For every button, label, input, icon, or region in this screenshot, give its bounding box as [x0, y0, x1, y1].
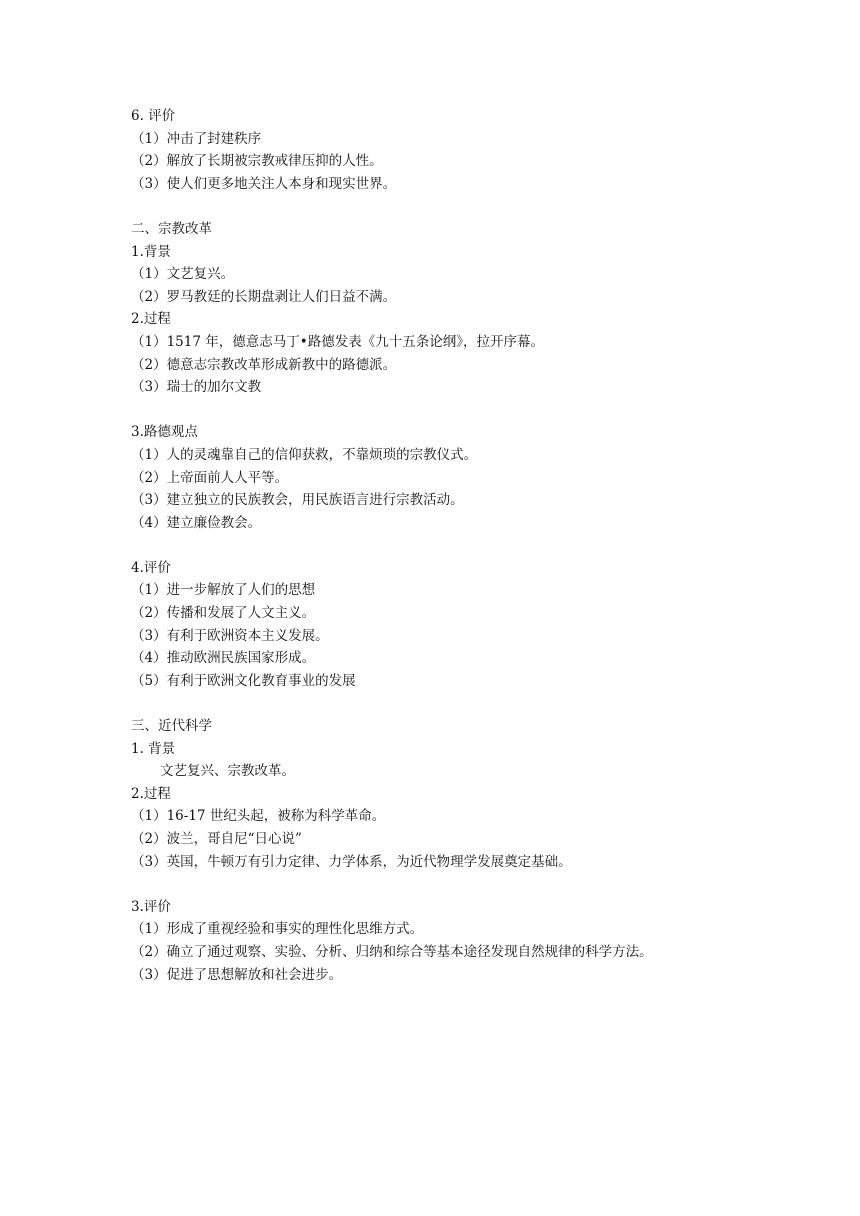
- document-section: [131, 557, 771, 693]
- list-item: （1）进一步解放了人们的思想: [131, 582, 316, 599]
- document-section: [131, 218, 771, 399]
- document-section: [131, 105, 771, 195]
- list-item: （3）促进了思想解放和社会进步。: [131, 966, 343, 983]
- subsection-heading: 1. 背景: [131, 740, 176, 757]
- subsection-heading: 6. 评价: [131, 108, 176, 124]
- list-item: （1）冲击了封建秩序: [131, 130, 262, 147]
- section-spacer: [131, 534, 771, 557]
- list-item: （3）瑞士的加尔文教: [131, 379, 262, 396]
- list-item: （1）人的灵魂靠自己的信仰获救，不靠烦琐的宗教仪式。: [131, 446, 478, 463]
- list-item: （2）罗马教廷的长期盘剥让人们日益不满。: [131, 288, 397, 305]
- section-spacer: [131, 399, 771, 422]
- list-item: （2）解放了长期被宗教戒律压抑的人性。: [131, 153, 383, 170]
- document-body: [131, 105, 771, 986]
- subsection-heading: 1.背景: [131, 243, 171, 260]
- section-spacer: [131, 873, 771, 896]
- document-section: [131, 896, 771, 986]
- list-item: （4）建立廉俭教会。: [131, 514, 262, 531]
- subsection-heading: 4.评价: [131, 559, 171, 576]
- list-item: （3）有利于欧洲资本主义发展。: [131, 627, 329, 644]
- list-item: （1）16-17 世纪头起，被称为科学革命。: [131, 808, 386, 825]
- list-item: （2）确立了通过观察、实验、分析、归纳和综合等基本途径发现自然规律的科学方法。: [131, 943, 653, 960]
- list-item: （1）形成了重视经验和事实的理性化思维方式。: [131, 921, 424, 938]
- subsection-heading: 3.评价: [131, 898, 171, 915]
- section-title: 三、近代科学: [131, 718, 212, 735]
- subsection-heading: 2.过程: [131, 311, 171, 328]
- section-spacer: [131, 195, 771, 218]
- document-section: [131, 421, 771, 534]
- subsection-heading: 3.路德观点: [131, 424, 198, 441]
- subsection-heading: 2.过程: [131, 785, 171, 802]
- list-item: （1）文艺复兴。: [131, 266, 235, 283]
- list-item: （4）推动欧洲民族国家形成。: [131, 650, 316, 667]
- list-item: （3）英国，牛顿万有引力定律、力学体系，为近代物理学发展奠定基础。: [131, 853, 572, 870]
- section-title: 二、宗教改革: [131, 220, 212, 237]
- list-item: （3）建立独立的民族教会，用民族语言进行宗教活动。: [131, 492, 464, 509]
- section-spacer: [131, 692, 771, 715]
- list-item: （1）1517 年，德意志马丁•路德发表《九十五条论纲》，拉开序幕。: [131, 333, 544, 350]
- document-section: [131, 715, 771, 873]
- list-item: （2）德意志宗教改革形成新教中的路德派。: [131, 356, 397, 373]
- list-item: （2）传播和发展了人文主义。: [131, 605, 316, 622]
- list-item: （2）上帝面前人人平等。: [131, 469, 289, 486]
- list-item: （3）使人们更多地关注人本身和现实世界。: [131, 175, 397, 192]
- list-item: （5）有利于欧洲文化教育事业的发展: [131, 672, 356, 689]
- list-item: （2）波兰，哥自尼“日心说”: [131, 831, 302, 847]
- indented-paragraph: 文艺复兴、宗教改革。: [160, 763, 295, 780]
